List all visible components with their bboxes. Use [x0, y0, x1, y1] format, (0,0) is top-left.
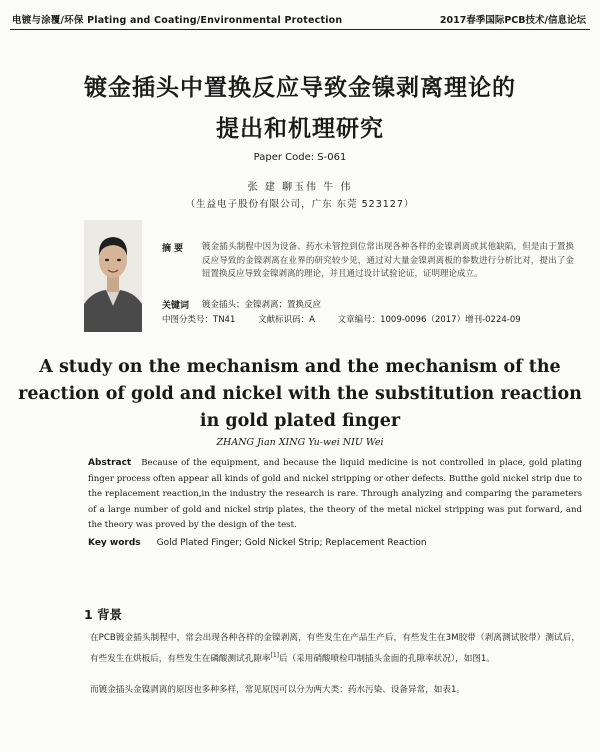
- running-header-left: 电镀与涂覆/环保 Plating and Coating/Environmental Protection: [12, 15, 343, 26]
- author-photo: [84, 220, 142, 332]
- abstract-cn-text: 镀金插头制程中因为设备、药水未管控到位常出现各种各样的金镍剥离或其他缺陷，但是由于置换反应导致的金镍剥离在业界的研究较少见，通过对大量金镍剥离板的参数进行分析比对，提出了金钮置换反应导致金镍剥离的理论，并且通过设计试验论证，证明理论成立。: [202, 242, 574, 279]
- keywords-en-label: Key words: [88, 538, 141, 548]
- cn-title-line-1: 镀金插头中置换反应导致金镍剥离理论的: [84, 75, 516, 101]
- citation-ref: [1]: [270, 652, 279, 659]
- clc-number: 中图分类号：TN41: [162, 315, 236, 325]
- section-1-paragraph-1: 在PCB镀金插头制程中，常会出现各种各样的金镍剥离，有些发生在产品生产后，有些发生在3M胶带（剥离测试胶带）测试后，有些发生在烘板后，有些发生在磷酸测试孔隙率[1]后（采用硝酸喷检印制插头金面的孔隙率状况），如图1。: [90, 633, 580, 664]
- section-1-paragraph-2: 而镀金插头金镍剥离的原因也多种多样，常见原因可以分为两大类：药水污染、设备异常，如表1。: [90, 685, 466, 695]
- keywords-en-text: Gold Plated Finger; Gold Nickel Strip; Replacement Reaction: [156, 538, 427, 548]
- affiliation-cn: （生益电子股份有限公司，广东 东莞 523127）: [185, 199, 415, 210]
- abstract-cn-label: 摘 要: [162, 244, 184, 254]
- keywords-cn-text: 镀金插头；金镍剥离；置换反应: [202, 300, 322, 310]
- en-title-line-2: reaction of gold and nickel with the substitution reaction: [18, 384, 582, 404]
- paper-code: Paper Code: S-061: [253, 152, 347, 163]
- section-1-title: 1 背景: [84, 607, 123, 622]
- document-code: 文献标识码：A: [258, 315, 315, 325]
- keywords-en: [88, 538, 427, 548]
- abstract-en-label: Abstract: [88, 458, 132, 468]
- en-title-line-3: in gold plated finger: [199, 411, 401, 431]
- abstract-en-text: Because of the equipment, and because the liquid medicine is not controlled in place, gold plating finger process often appear all kinds of gold and nickel stripping or other defects. Butthe gold nickel strip due to the replacement reaction,in the industry the research is rare. Through analyzing and comparing the parameters of a large number of gold and nickel strip plates, the theory of the metal nickel stripping was put forward, and the theory was proved by the design of the test.: [88, 458, 582, 530]
- en-title-line-1: A study on the mechanism and the mechanism of the: [39, 357, 561, 377]
- classification-line: [162, 313, 541, 325]
- authors-en: ZHANG Jian XING Yu-wei NIU Wei: [216, 437, 384, 448]
- abstract-en: [88, 456, 582, 534]
- cn-title-line-2: 提出和机理研究: [216, 116, 384, 142]
- article-number: 文章编号：1009-0096（2017）增刊-0224-09: [337, 315, 521, 325]
- keywords-cn-label: 关键词: [162, 301, 190, 311]
- running-header-right: 2017春季国际PCB技术/信息论坛: [439, 15, 586, 26]
- authors-cn: 张 建 聊玉伟 牛 伟: [247, 182, 353, 193]
- header-rule: [10, 29, 590, 30]
